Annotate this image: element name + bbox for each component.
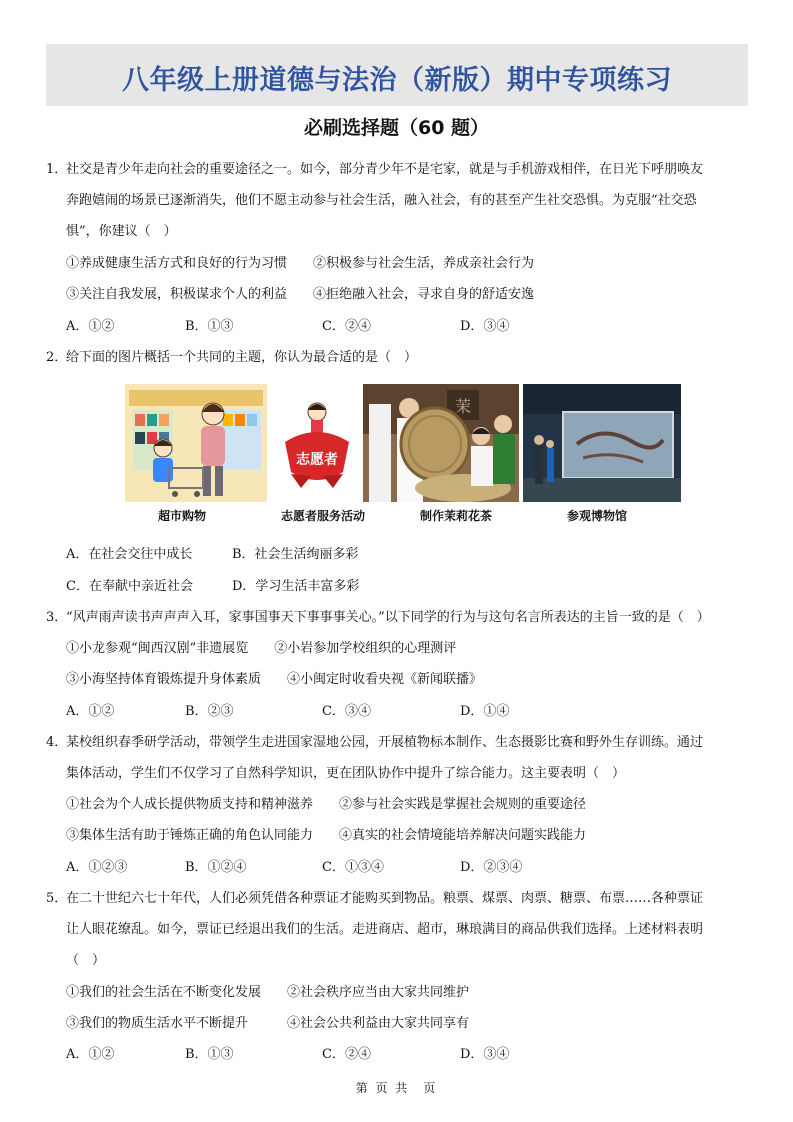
option-a[interactable]: A．①②	[66, 1047, 115, 1062]
question-text-line: （ ）	[66, 953, 106, 968]
volunteer-image	[271, 384, 363, 502]
activity-image-strip	[125, 384, 681, 502]
statement-line: ③我们的物质生活水平不断提升 ④社会公共利益由大家共同享有	[66, 1016, 470, 1031]
option-a[interactable]: A．①②③	[66, 860, 128, 875]
question-text-line: 惧”，你建议（ ）	[66, 224, 177, 239]
statement-line: ①社会为个人成长提供物质支持和精神滋养 ②参与社会实践是掌握社会规则的重要途径	[66, 797, 587, 812]
question-number: 1．	[46, 162, 68, 177]
option-c[interactable]: C．在奉献中亲近社会	[66, 579, 193, 594]
option-b[interactable]: B．②③	[185, 704, 234, 719]
tea-sign-text: 茉	[454, 397, 472, 416]
option-c[interactable]: C．②④	[322, 1047, 371, 1062]
option-c[interactable]: C．③④	[322, 704, 371, 719]
page-title: 八年级上册道德与法治（新版）期中专项练习	[122, 65, 672, 96]
option-b[interactable]: B．①②④	[185, 860, 247, 875]
tea-making-image	[363, 384, 519, 502]
image-caption: 制作茉莉花茶	[419, 509, 492, 523]
question-text-line: 社交是青少年走向社会的重要途径之一。如今，部分青少年不是宅家，就是与手机游戏相伴，在日光下呼朋唤友	[66, 162, 704, 177]
question-text-line: 给下面的图片概括一个共同的主题，你认为最合适的是（ ）	[66, 350, 418, 365]
page-footer: 第 页 共 页	[355, 1081, 438, 1095]
option-d[interactable]: D．①④	[460, 704, 510, 719]
image-caption: 志愿者服务活动	[280, 509, 365, 523]
statement-line: ①小龙参观“闽西汉剧”非遗展览 ②小岩参加学校组织的心理测评	[66, 641, 457, 656]
image-caption: 超市购物	[157, 509, 206, 523]
question-text-line: 集体活动，学生们不仅学习了自然科学知识，更在团队协作中提升了综合能力。这主要表明（ ）	[66, 766, 626, 781]
option-d[interactable]: D．学习生活丰富多彩	[232, 579, 360, 594]
title-banner	[46, 44, 748, 106]
question-number: 4．	[46, 735, 68, 750]
option-a[interactable]: A．在社会交往中成长	[66, 547, 193, 562]
image-caption: 参观博物馆	[566, 509, 627, 523]
volunteer-badge-text: 志愿者	[296, 452, 338, 468]
option-a[interactable]: A．①②	[66, 319, 115, 334]
statement-line: ③关注自我发展，积极谋求个人的利益 ④拒绝融入社会，寻求自身的舒适安逸	[66, 287, 535, 302]
option-b[interactable]: B．①③	[185, 1047, 234, 1062]
option-d[interactable]: D．③④	[460, 319, 510, 334]
question-number: 2．	[46, 350, 68, 365]
question-text-line: 在二十世纪六七十年代，人们必须凭借各种票证才能购买到物品。粮票、煤票、肉票、糖票、布票……各种票证	[66, 891, 704, 906]
page-subtitle: 必刷选择题（60 题）	[303, 117, 490, 139]
supermarket-image	[125, 384, 267, 502]
statement-line: ③集体生活有助于锤炼正确的角色认同能力 ④真实的社会情境能培养解决问题实践能力	[66, 828, 587, 843]
museum-image	[523, 384, 681, 502]
option-d[interactable]: D．②③④	[460, 860, 523, 875]
statement-line: ①我们的社会生活在不断变化发展 ②社会秩序应当由大家共同维护	[66, 985, 470, 1000]
question-text-line: “风声雨声读书声声声入耳，家事国事天下事事事关心。”以下同学的行为与这句名言所表达的主旨一致的是（ ）	[66, 610, 710, 625]
option-b[interactable]: B．社会生活绚丽多彩	[232, 547, 359, 562]
question-text-line: 奔跑嬉闹的场景已逐渐消失，他们不愿主动参与社会生活，融入社会，有的甚至产生社交恐惧。为克服“社交恐	[66, 193, 697, 208]
question-number: 3．	[46, 610, 68, 625]
question-number: 5．	[46, 891, 68, 906]
question-text-line: 某校组织春季研学活动，带领学生走进国家湿地公园，开展植物标本制作、生态摄影比赛和野外生存训练。通过	[66, 735, 704, 750]
statement-line: ③小海坚持体育锻炼提升身体素质 ④小闽定时收看央视《新闻联播》	[66, 672, 483, 687]
option-c[interactable]: C．②④	[322, 319, 371, 334]
question-text-line: 让人眼花缭乱。如今，票证已经退出我们的生活。走进商店、超市，琳琅满目的商品供我们选择。上述材料表明	[66, 922, 704, 937]
option-d[interactable]: D．③④	[460, 1047, 510, 1062]
option-a[interactable]: A．①②	[66, 704, 115, 719]
option-b[interactable]: B．①③	[185, 319, 234, 334]
statement-line: ①养成健康生活方式和良好的行为习惯 ②积极参与社会生活，养成亲社会行为	[66, 256, 535, 271]
option-c[interactable]: C．①③④	[322, 860, 384, 875]
